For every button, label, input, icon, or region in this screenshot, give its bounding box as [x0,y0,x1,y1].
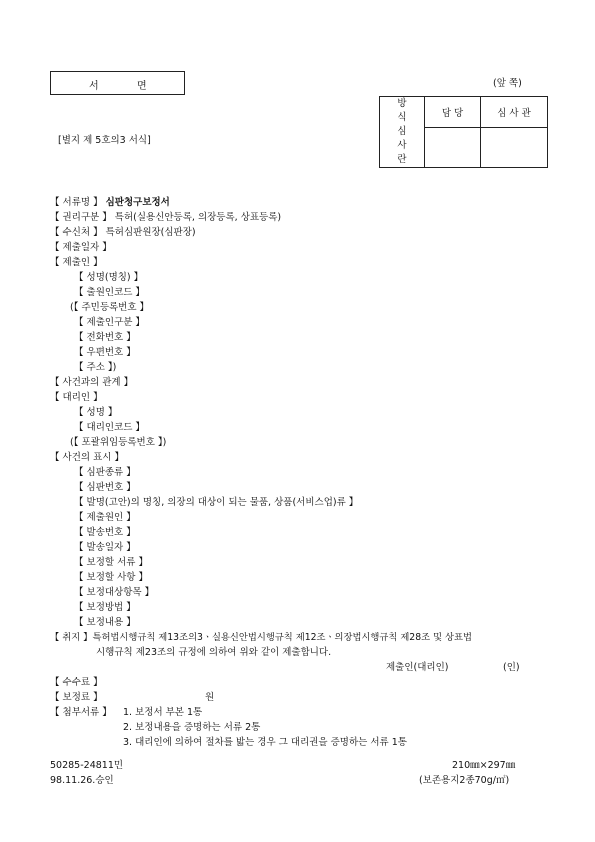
attach-label: 【 첨부서류 】 [50,707,112,718]
doc-name-label: 【 서류명 】 [50,197,103,208]
amend-item-field[interactable]: 【 보정할 사항 】 [74,572,148,583]
doc-name-value: 심판청구보정서 [105,197,170,208]
footer-approval: 98.11.26.승인 [50,775,114,786]
purpose-line-1: 【 취지 】특허법시행규칙 제13조의3ㆍ실용신안법시행규칙 제12조ㆍ의장법시행규칙 제28조 및 상표법 [50,632,472,643]
rights-label: 【 권리구분 】 [50,212,112,223]
stamp-col-officer: 담 당 [425,97,481,128]
footer-paper: (보존용지2종70g/㎡) [419,775,510,786]
recipient-label: 【 수신처 】 [50,227,103,238]
rights-value: 특허(실용신안등록, 의장등록, 상표등록) [114,212,282,223]
resident-no-field[interactable]: (【 주민등록번호 】 [70,302,150,313]
submit-date-field[interactable]: 【 제출일자 】 [50,242,112,253]
amend-doc-field[interactable]: 【 보정할 서류 】 [74,557,148,568]
attach-item-1: 1. 보정서 부본 1통 [123,707,203,718]
agent-section: 【 대리인 】 [50,392,103,403]
amend-target-field[interactable]: 【 보정대상항목 】 [74,587,155,598]
page-side-label: (앞 쪽) [493,78,522,89]
seal-label: (인) [503,662,520,673]
purpose-line-2: 시행규칙 제23조의 규정에 의하여 위와 같이 제출합니다. [96,647,332,658]
signer-label: 제출인(대리인) [386,662,449,673]
fee-field[interactable]: 【 수수료 】 [50,677,103,688]
form-reference: [별지 제 5호의3 서식] [58,135,151,146]
trial-type-field[interactable]: 【 심판종류 】 [74,467,136,478]
stamp-officer-cell[interactable] [425,128,481,168]
form-title-box [50,71,185,95]
address-field[interactable]: 【 주소 】) [74,362,117,373]
stamp-vertical-label: 방 식 심 사 란 [380,97,425,168]
amend-method-field[interactable]: 【 보정방법 】 [74,602,136,613]
submitter-section: 【 제출인 】 [50,257,103,268]
case-display-section: 【 사건의 표시 】 [50,452,124,463]
attach-item-2: 2. 보정내용을 증명하는 서류 2통 [123,722,261,733]
rights-row [50,212,281,224]
form-title-left: 서 [89,81,99,92]
dispatch-date-field[interactable]: 【 발송일자 】 [74,542,136,553]
amend-fee-field[interactable]: 【 보정료 】 [50,692,103,703]
submitter-type-field[interactable]: 【 제출인구분 】 [74,317,145,328]
examination-stamp-table [379,96,548,168]
agent-code-field[interactable]: 【 대리인코드 】 [74,422,145,433]
applicant-code-field[interactable]: 【 출원인코드 】 [74,287,145,298]
agent-name-field[interactable]: 【 성명 】 [74,407,118,418]
doc-name-row [50,197,170,209]
blanket-proxy-field[interactable]: (【 포괄위임등록번호 】) [70,437,167,448]
footer-size: 210㎜×297㎜ [452,760,516,771]
case-relation-field[interactable]: 【 사건과의 관계 】 [50,377,134,388]
footer-code: 50285-24811민 [50,760,124,771]
stamp-col-examiner: 심 사 관 [481,97,548,128]
phone-field[interactable]: 【 전화번호 】 [74,332,136,343]
recipient-row [50,227,196,239]
attach-item-3: 3. 대리인에 의하여 절차를 밟는 경우 그 대리권을 증명하는 서류 1통 [123,737,407,748]
currency-label: 원 [205,692,215,703]
stamp-examiner-cell[interactable] [481,128,548,168]
submitter-name-field[interactable]: 【 성명(명칭) 】 [74,272,144,283]
amend-content-field[interactable]: 【 보정내용 】 [74,617,136,628]
postal-field[interactable]: 【 우편번호 】 [74,347,136,358]
applicant-field[interactable]: 【 제출원인 】 [74,512,136,523]
invention-name-field[interactable]: 【 발명(고안)의 명칭, 의장의 대상이 되는 물품, 상품(서비스업)류 】 [74,497,359,508]
recipient-value: 특허심판원장(심판장) [105,227,196,238]
dispatch-no-field[interactable]: 【 발송번호 】 [74,527,136,538]
form-title-right: 면 [137,81,147,92]
trial-no-field[interactable]: 【 심판번호 】 [74,482,136,493]
